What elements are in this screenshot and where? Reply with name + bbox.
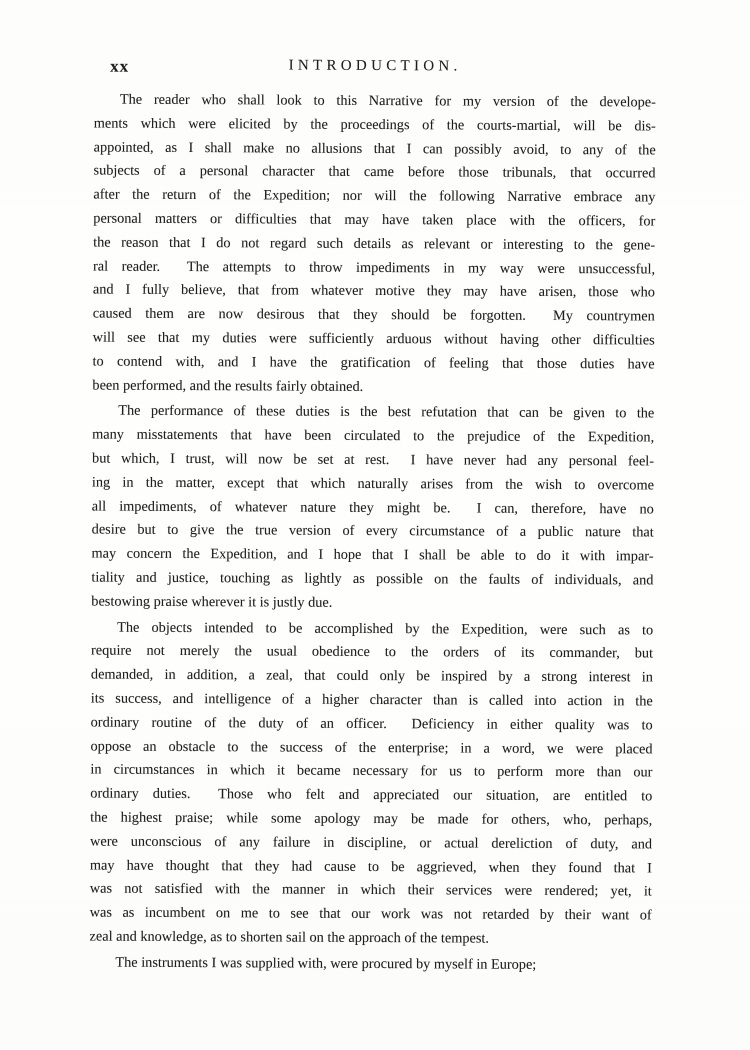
text-line: ordinary duties. Those who felt and appreciated our situation, are entitled to <box>90 785 653 805</box>
text-line: The instruments I was supplied with, were procured by myself in Europe; <box>115 954 537 973</box>
text-line: its success, and intelligence of a higher character than is called into action in the <box>90 690 653 710</box>
text-line: zeal and knowledge, as to shorten sail on the approach of the tempest. <box>89 928 490 947</box>
text-line: appointed, as I shall make no allusions that I can possibly avoid, to any of the <box>93 139 656 159</box>
text-line: ordinary routine of the duty of an officer. Deficiency in either quality was to <box>90 714 653 734</box>
paragraph <box>91 400 654 617</box>
text-line: require not merely the usual obedience to the orders of its commander, but <box>91 642 654 662</box>
text-line: tiality and justice, touching as lightly as possible on the faults of individuals, and <box>91 569 654 589</box>
text-line: demanded, in addition, a zeal, that could only be inspired by a strong interest in <box>90 666 653 686</box>
page-number: xx <box>110 56 130 76</box>
text-line: ments which were elicited by the proceedings of the courts-martial, will be dis- <box>93 115 656 135</box>
text-line: The performance of these duties is the best refutation that can be given to the <box>118 403 655 422</box>
text-line: oppose an obstacle to the success of the enterprise; in a word, we were placed <box>90 738 653 757</box>
text-line: the highest praise; while some apology may be made for others, who, perhaps, <box>90 809 653 829</box>
text-line: many misstatements that have been circulated to the prejudice of the Expedition, <box>92 426 655 446</box>
text-line: after the return of the Expedition; nor will the following Narrative embrace any <box>93 186 656 206</box>
text-line: was not satisfied with the manner in which their services were rendered; yet, it <box>89 880 652 900</box>
text-line: The objects intended to be accomplished by the Expedition, were such as to <box>117 619 654 638</box>
text-line: desire but to give the true version of every circumstance of a public nature that <box>91 521 654 541</box>
paragraph <box>92 89 656 401</box>
text-line: bestowing praise wherever it is justly due. <box>91 593 333 611</box>
text-line: the reason that I do not regard such details as relevant or interesting to the gene- <box>93 234 656 254</box>
page-header-row <box>94 56 656 81</box>
text-line: caused them are now desirous that they should be forgotten. My countrymen <box>92 305 655 325</box>
paragraph <box>89 616 653 952</box>
text-line: been performed, and the results fairly obtained. <box>92 377 364 395</box>
text-line: and I fully believe, that from whatever motive they may have arisen, those who <box>92 281 655 301</box>
text-line: ral reader. The attempts to throw impediments in my way were unsuccessful, <box>93 258 656 278</box>
text-line: all impediments, of whatever nature they might be. I can, therefore, have no <box>91 498 654 518</box>
paragraph <box>89 951 651 978</box>
text-line: may concern the Expedition, and I hope that I shall be able to do it with impar- <box>91 545 654 565</box>
text-line: but which, I trust, will now be set at rest. I have never had any personal feel- <box>92 450 655 470</box>
text-line: may have thought that they had cause to be aggrieved, when they found that I <box>89 857 652 876</box>
text-line: to contend with, and I have the gratification of feeling that those duties have <box>92 353 655 373</box>
text-line: will see that my duties were sufficiently arduous without having other difficulties <box>92 329 655 349</box>
text-line: The reader who shall look to this Narrative for my version of the develope- <box>119 91 656 111</box>
text-line: subjects of a personal character that came before those tribunals, that occurred <box>93 162 656 182</box>
running-header-title: INTRODUCTION. <box>288 57 462 75</box>
text-line: were unconscious of any failure in discipline, or actual dereliction of duty, and <box>90 833 653 853</box>
text-line: was as incumbent on me to see that our work was not retarded by their want of <box>89 904 652 924</box>
text-line: personal matters or difficulties that may have taken place with the officers, for <box>93 210 656 230</box>
text-line: ing in the matter, except that which naturally arises from the wish to overcome <box>91 474 654 494</box>
text-line: in circumstances in which it became necessary for us to perform more than our <box>90 761 653 781</box>
page-body <box>89 89 656 978</box>
